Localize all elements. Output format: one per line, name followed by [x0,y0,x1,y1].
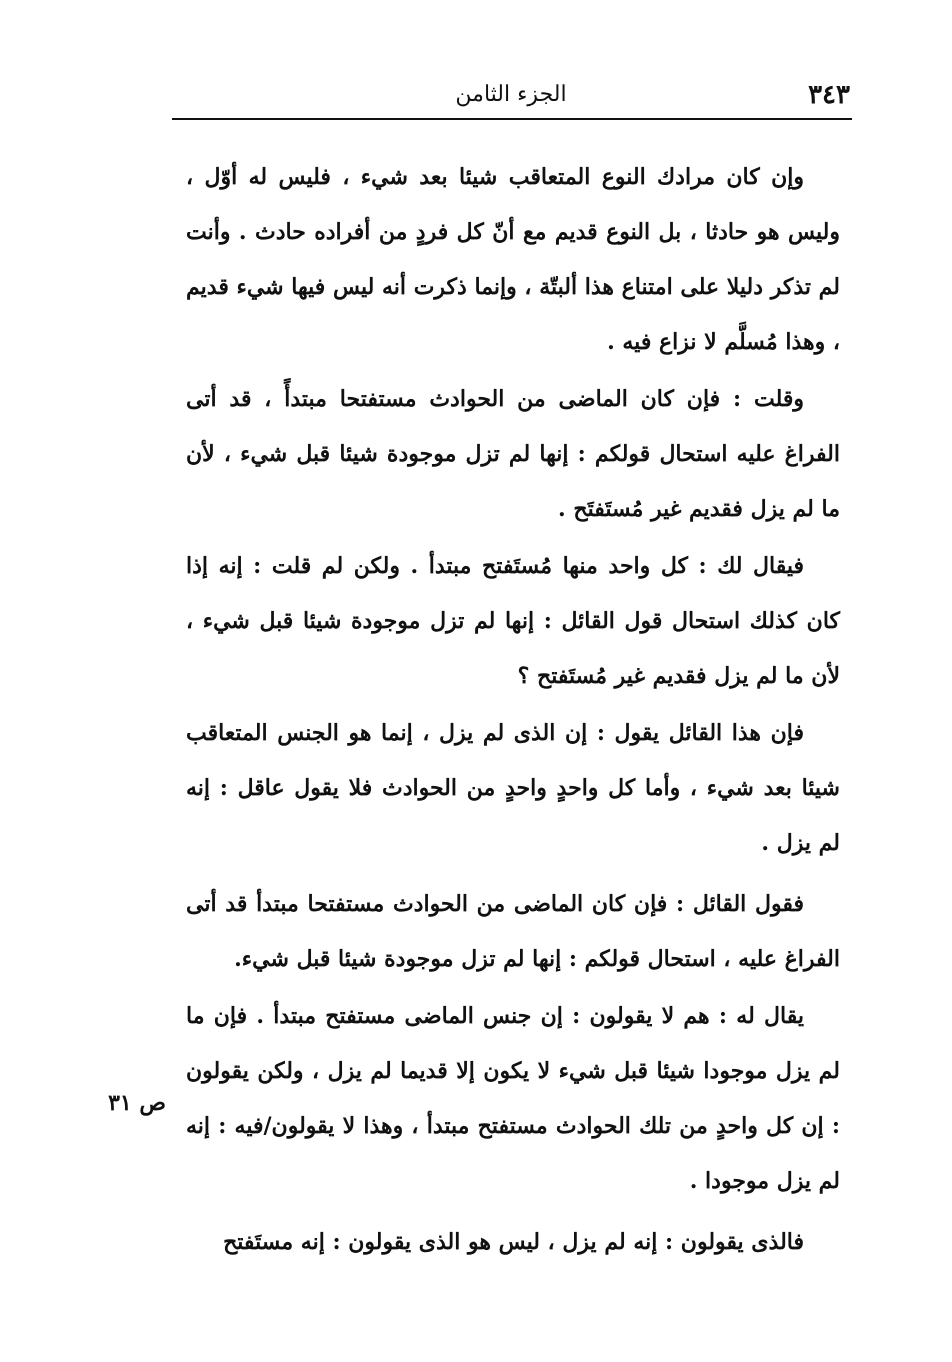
paragraph: وإن كان مرادك النوع المتعاقب شيئا بعد شيء ، فليس له أوّل ، وليس هو حادثا ، بل النوع قديم مع أنّ كل فردٍ من أفراده حادث . وأنت لم تذكر دليلا على امتناع هذا ألبتّة ، وإنما ذكرت أنه ليس فيها شيء قديم ، وهذا مُسلَّم لا نزاع فيه . [186,164,840,355]
paragraph: فقول القائل : فإن كان الماضى من الحوادث مستفتحا مبتدأ قد أتى الفراغ عليه ، استحال قولكم : إنها لم تزل موجودة شيئا قبل شيء. [186,891,840,972]
paragraph: فالذى يقولون : إنه لم يزل ، ليس هو الذى يقولون : إنه مستَفتح [223,1229,804,1255]
running-title: الجزء الثامن [455,82,567,107]
paragraph: يقال له : هم لا يقولون : إن جنس الماضى مستفتح مبتدأ . فإن ما لم يزل موجودا شيئا قبل شيء لا يكون إلا قديما لم يزل ، ولكن يقولون : إن كل واحدٍ من تلك الحوادث مستفتح مبتدأ ، وهذا لا يقولون/فيه : إنه لم يزل موجودا . [186,1003,840,1194]
body-text [186,150,840,1272]
paragraph: فيقال لك : كل واحد منها مُستَفتح مبتدأ . ولكن لم قلت : إنه إذا كان كذلك استحال قول القائل : إنها لم تزل موجودة شيئا قبل شيء ، لأن ما لم يزل فقديم غير مُستَفتح ؟ [186,553,840,689]
paragraph: فإن هذا القائل يقول : إن الذى لم يزل ، إنما هو الجنس المتعاقب شيئا بعد شيء ، وأما كل واحدٍ واحدٍ من الحوادث فلا يقول عاقل : إنه لم يزل . [186,720,840,856]
paragraph: وقلت : فإن كان الماضى من الحوادث مستفتحا مبتدأً ، قد أتى الفراغ عليه استحال قولكم : إنها لم تزل موجودة شيئا قبل شيء ، لأن ما لم يزل فقديم غير مُستَفتَح . [186,386,840,522]
page-number: ٣٤٣ [808,80,850,110]
header-rule [172,118,852,120]
margin-note: ص ٣١ [108,1090,166,1116]
page-header [172,72,850,120]
